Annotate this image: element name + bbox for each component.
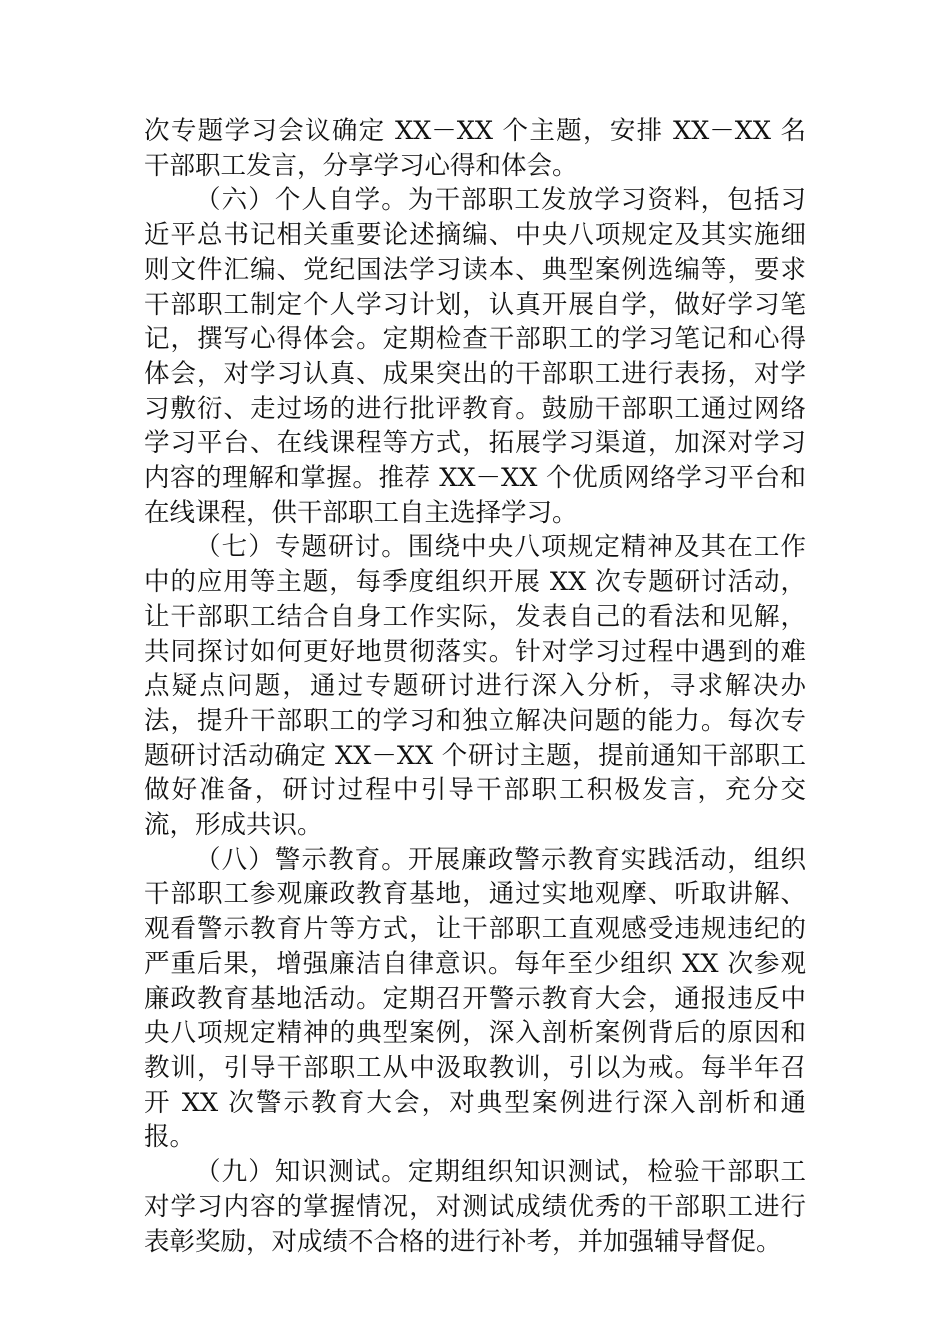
paragraph-special-seminar: （七）专题研讨。围绕中央八项规定精神及其在工作中的应用等主题，每季度组织开展 XX 次专题研讨活动，让干部职工结合自身工作实际，发表自己的看法和见解，共同探讨如何更好地贯彻落实。针对学习过程中遇到的难点疑点问题，通过专题研讨进行深入分析，寻求解决办法，提升干部职工的学习和独立解决问题的能力。每次专题研讨活动确定 XX－XX 个研讨主题，提前通知干部职工做好准备，研讨过程中引导干部职工积极发言，充分交流，形成共识。 [144, 532, 806, 841]
paragraph-self-study: （六）个人自学。为干部职工发放学习资料，包括习近平总书记相关重要论述摘编、中央八项规定及其实施细则文件汇编、党纪国法学习读本、典型案例选编等，要求干部职工制定个人学习计划，认真开展自学，做好学习笔记，撰写心得体会。定期检查干部职工的学习笔记和心得体会，对学习认真、成果突出的干部职工进行表扬，对学习敷衍、走过场的进行批评教育。鼓励干部职工通过网络学习平台、在线课程等方式，拓展学习渠道，加深对学习内容的理解和掌握。推荐 XX－XX 个优质网络学习平台和在线课程，供干部职工自主选择学习。 [144, 185, 806, 528]
paragraph-warning-education: （八）警示教育。开展廉政警示教育实践活动，组织干部职工参观廉政教育基地，通过实地观摩、听取讲解、观看警示教育片等方式，让干部职工直观感受违规违纪的严重后果，增强廉洁自律意识。每年至少组织 XX 次参观廉政教育基地活动。定期召开警示教育大会，通报违反中央八项规定精神的典型案例，深入剖析案例背后的原因和教训，引导干部职工从中汲取教训，引以为戒。每半年召开 XX 次警示教育大会，对典型案例进行深入剖析和通报。 [144, 844, 806, 1153]
paragraph-knowledge-test: （九）知识测试。定期组织知识测试，检验干部职工对学习内容的掌握情况，对测试成绩优秀的干部职工进行表彰奖励，对成绩不合格的进行补考，并加强辅导督促。 [144, 1157, 806, 1257]
paragraph-continuation: 次专题学习会议确定 XX－XX 个主题，安排 XX－XX 名干部职工发言，分享学习心得和体会。 [144, 116, 806, 181]
document-body [144, 114, 806, 1259]
